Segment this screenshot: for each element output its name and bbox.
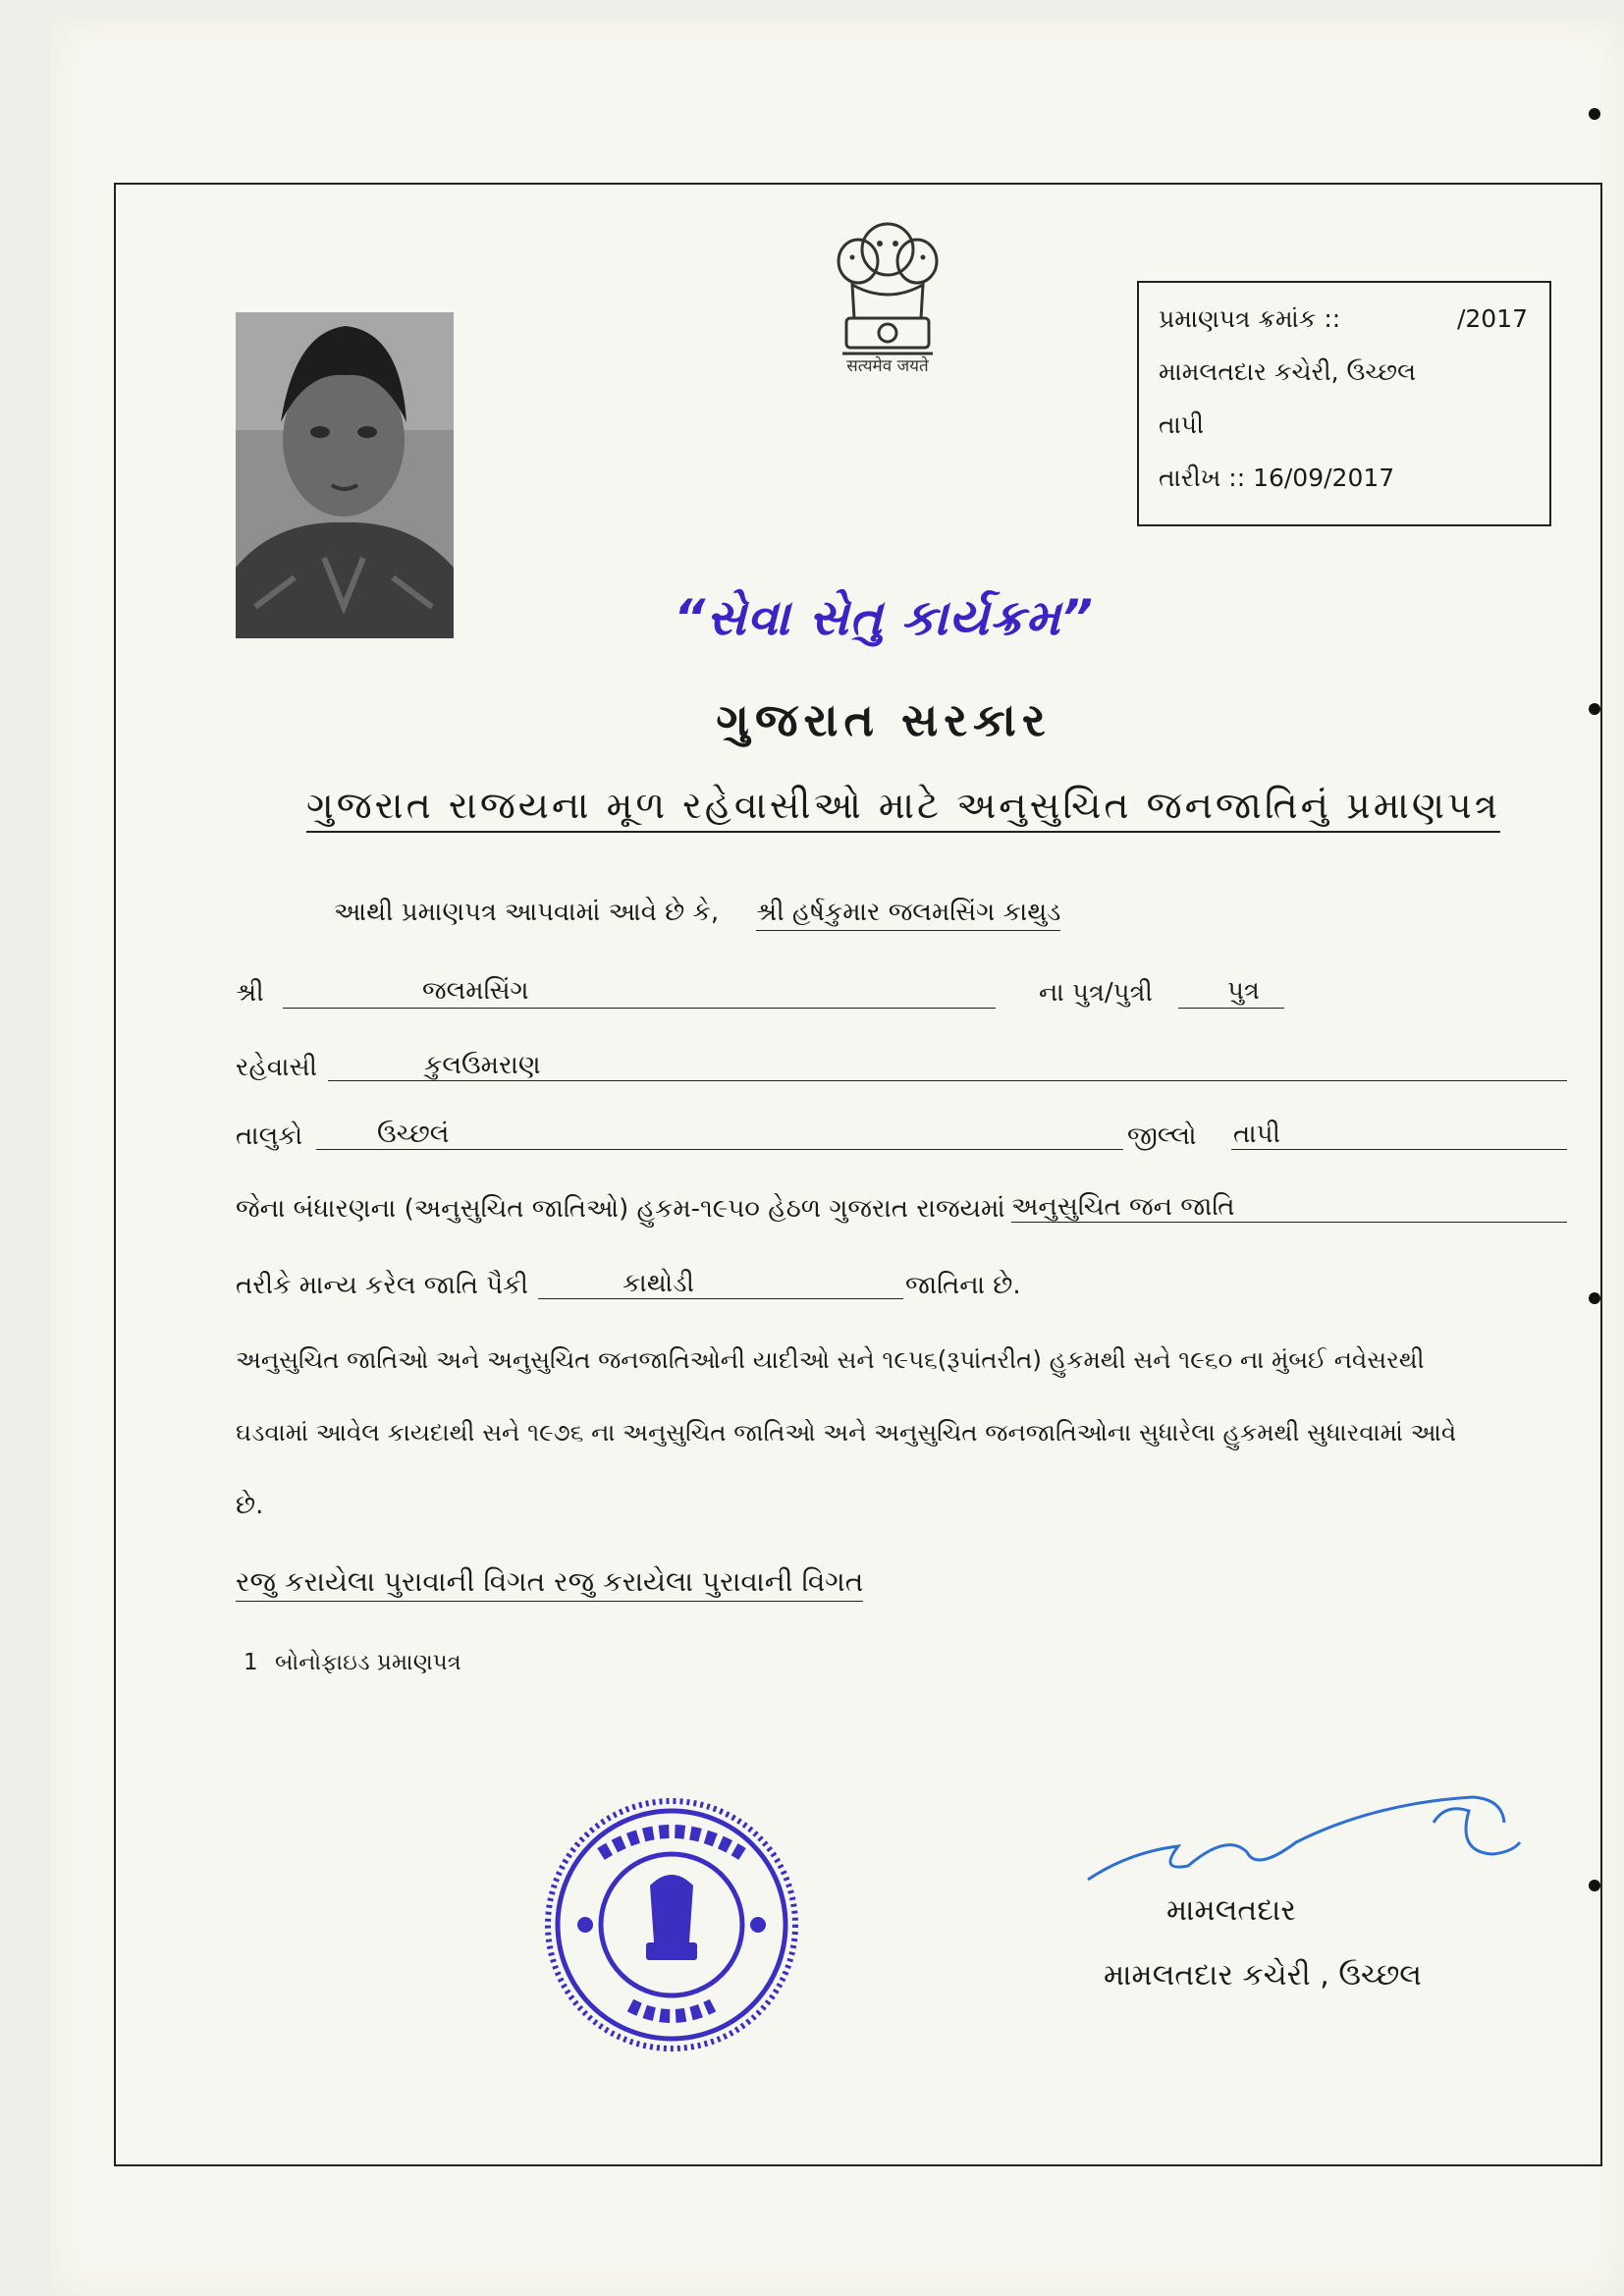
evidence-item-number: 1 <box>244 1650 258 1675</box>
father-name: જલમસિંગ <box>422 976 529 1006</box>
intro-label: આથી પ્રમાણપત્ર આપવામાં આવે છે કે, <box>334 898 720 927</box>
taluka-value: ઉચ્છલં <box>377 1120 450 1149</box>
son-daughter-value: પુત્ર <box>1227 976 1260 1006</box>
signatory-title: મામલતદાર <box>1166 1893 1296 1928</box>
evidence-item: બોનોફાઇડ પ્રમાણપત્ર <box>275 1650 461 1675</box>
issuing-district: તાપી <box>1159 410 1205 439</box>
certificate-title <box>295 784 1512 828</box>
order-value: અનુસુચિત જન જાતિ <box>1011 1192 1235 1222</box>
paragraph-line-3: છે. <box>236 1491 264 1520</box>
caste-line <box>538 1298 903 1299</box>
scan-dot <box>1589 703 1600 715</box>
district-value: તાપી <box>1233 1120 1280 1149</box>
certificate-number-label: પ્રમાણપત્ર ક્રમાંક :: <box>1159 304 1341 333</box>
issuing-office: મામલતદાર કચેરી, ઉચ્છલ <box>1159 357 1417 386</box>
resident-label: રહેવાસી <box>236 1053 317 1082</box>
certificate-title-text: ગુજરાત રાજયના મૂળ રહેવાસીઓ માટે અનુસુચિત જનજાતિનું પ્રમાણપત્ર <box>306 784 1500 833</box>
applicant-name: શ્રી હર્ષકુમાર જલમસિંગ કાથુડ <box>756 898 1060 931</box>
evidence-heading: રજુ કરાયેલા પુરાવાની વિગત રજુ કરાયેલા પુરાવાની વિગત <box>236 1565 863 1602</box>
scan-dot <box>1589 1880 1600 1891</box>
taluka-label: તાલુકો <box>236 1121 303 1151</box>
order-text: જેના બંધારણના (અનુસુચિત જાતિઓ) હુકમ-૧૯૫૦ હેઠળ ગુજરાત રાજયમાં <box>236 1194 1005 1224</box>
district-label: જીલ્લો <box>1127 1121 1197 1151</box>
resident-value: કુલઉમરાણ <box>424 1051 541 1080</box>
emblem-motto: सत्यमेव जयते <box>846 356 929 376</box>
paragraph-line-2: ઘડવામાં આવેલ કાયદાથી સને ૧૯૭૬ ના અનુસુચિત જાતિઓ અને અનુસુચિત જનજાતિઓના સુધારેલા હુકમથી સુધારવામાં આવે <box>236 1418 1457 1447</box>
father-prefix: શ્રી <box>236 978 264 1008</box>
son-daughter-line <box>1178 1008 1284 1009</box>
signatory-office: મામલતદાર કચેરી , ઉચ્છલ <box>1104 1958 1422 1993</box>
state-emblem-icon <box>823 210 952 377</box>
father-name-line <box>283 1008 996 1009</box>
caste-prefix: તરીકે માન્ય કરેલ જાતિ પૈકી <box>236 1271 528 1300</box>
applicant-photo <box>236 312 454 638</box>
caste-value: કાથોડી <box>623 1269 694 1298</box>
certificate-number-value: /2017 <box>1456 304 1528 333</box>
reference-box <box>1137 281 1551 526</box>
issue-date: તારીખ :: 16/09/2017 <box>1159 464 1395 492</box>
paragraph-line-1: અનુસુચિત જાતિઓ અને અનુસુચિત જનજાતિઓની યાદીઓ સને ૧૯૫૬(રૂપાંતરીત) હુકમથી સને ૧૯૬૦ ના મુંબઈ નવેસરથી <box>236 1345 1425 1374</box>
district-line <box>1231 1149 1567 1150</box>
government-heading: ગુજરાત સરકાર <box>716 693 1052 746</box>
program-heading: “સેવા સેતુ કાર્યક્રમ” <box>674 589 1094 646</box>
signature-icon <box>1080 1783 1551 1891</box>
scan-dot <box>1589 108 1600 120</box>
scan-dot <box>1589 1292 1600 1304</box>
son-daughter-label: ના પુત્ર/પુત્રી <box>1039 978 1153 1008</box>
official-seal-icon <box>542 1795 801 2054</box>
caste-suffix: જાતિના છે. <box>905 1271 1021 1300</box>
